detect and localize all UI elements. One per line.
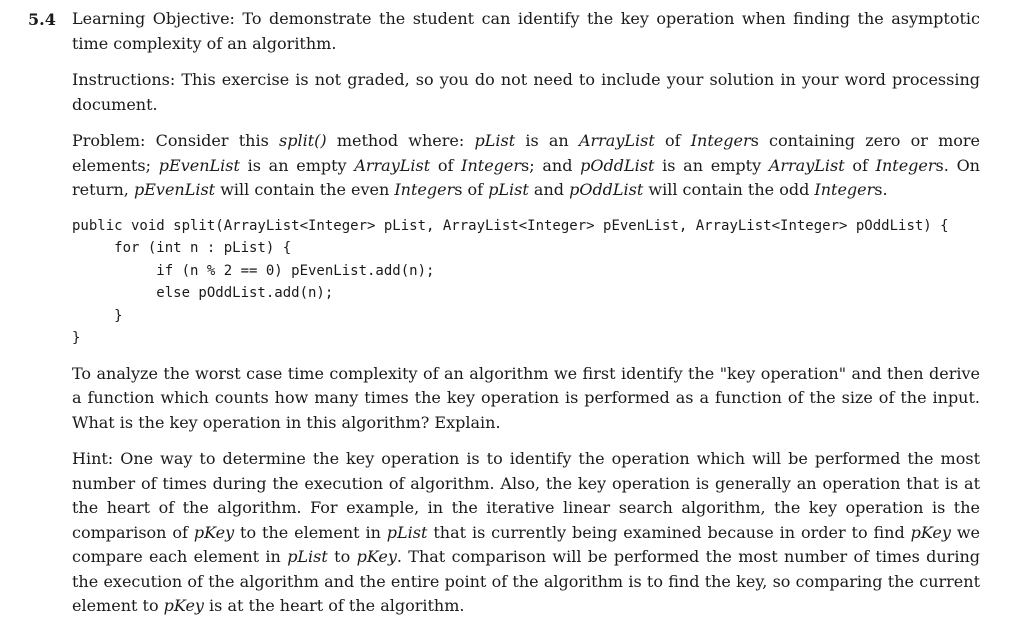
section-number: 5.4 <box>28 10 56 29</box>
question-paragraph: To analyze the worst case time complexity of an algorithm we first identify the "key operation" and then derive a function which counts how many times the key operation is performed as a function of the size of the input. What is the key operation in this algorithm? Explain. <box>72 363 980 432</box>
code-listing: public void split(ArrayList<Integer> pList, ArrayList<Integer> pEvenList, ArrayList<Integer> pOddList) { for (int n : pList) { if (n % 2 == 0) pEvenList.add(n); else pOddList.add(n); } } <box>72 217 949 346</box>
instructions-paragraph: Instructions: This exercise is not graded, so you do not need to include your solution in your word processing document. <box>72 70 980 114</box>
learning-objective: Learning Objective: To demonstrate the student can identify the key operation when finding the asymptotic time complexity of an algorithm. <box>72 9 980 53</box>
hint-paragraph: Hint: One way to determine the key operation is to identify the operation which will be performed the most number of times during the execution of algorithm. Also, the key operation is generally an operation that is at the heart of the algorithm. For example, in the iterative linear search algorithm, the key operation is the comparison of pKey to the element in pList that is currently being examined because in order to find pKey we compare each element in pList to pKey. That comparison will be performed the most number of times during the execution of the algorithm and the entire point of the algorithm is to find the key, so comparing the current element to pKey is at the heart of the algorithm. <box>72 449 981 615</box>
exercise-body <box>72 7 980 619</box>
problem-paragraph: Problem: Consider this split() method where: pList is an ArrayList of Integers containing zero or more elements; pEvenList is an empty ArrayList of Integers; and pOddList is an empty ArrayList of Integers. On return, pEvenList will contain the even Integers of pList and pOddList will contain the odd Integers. <box>72 131 981 199</box>
